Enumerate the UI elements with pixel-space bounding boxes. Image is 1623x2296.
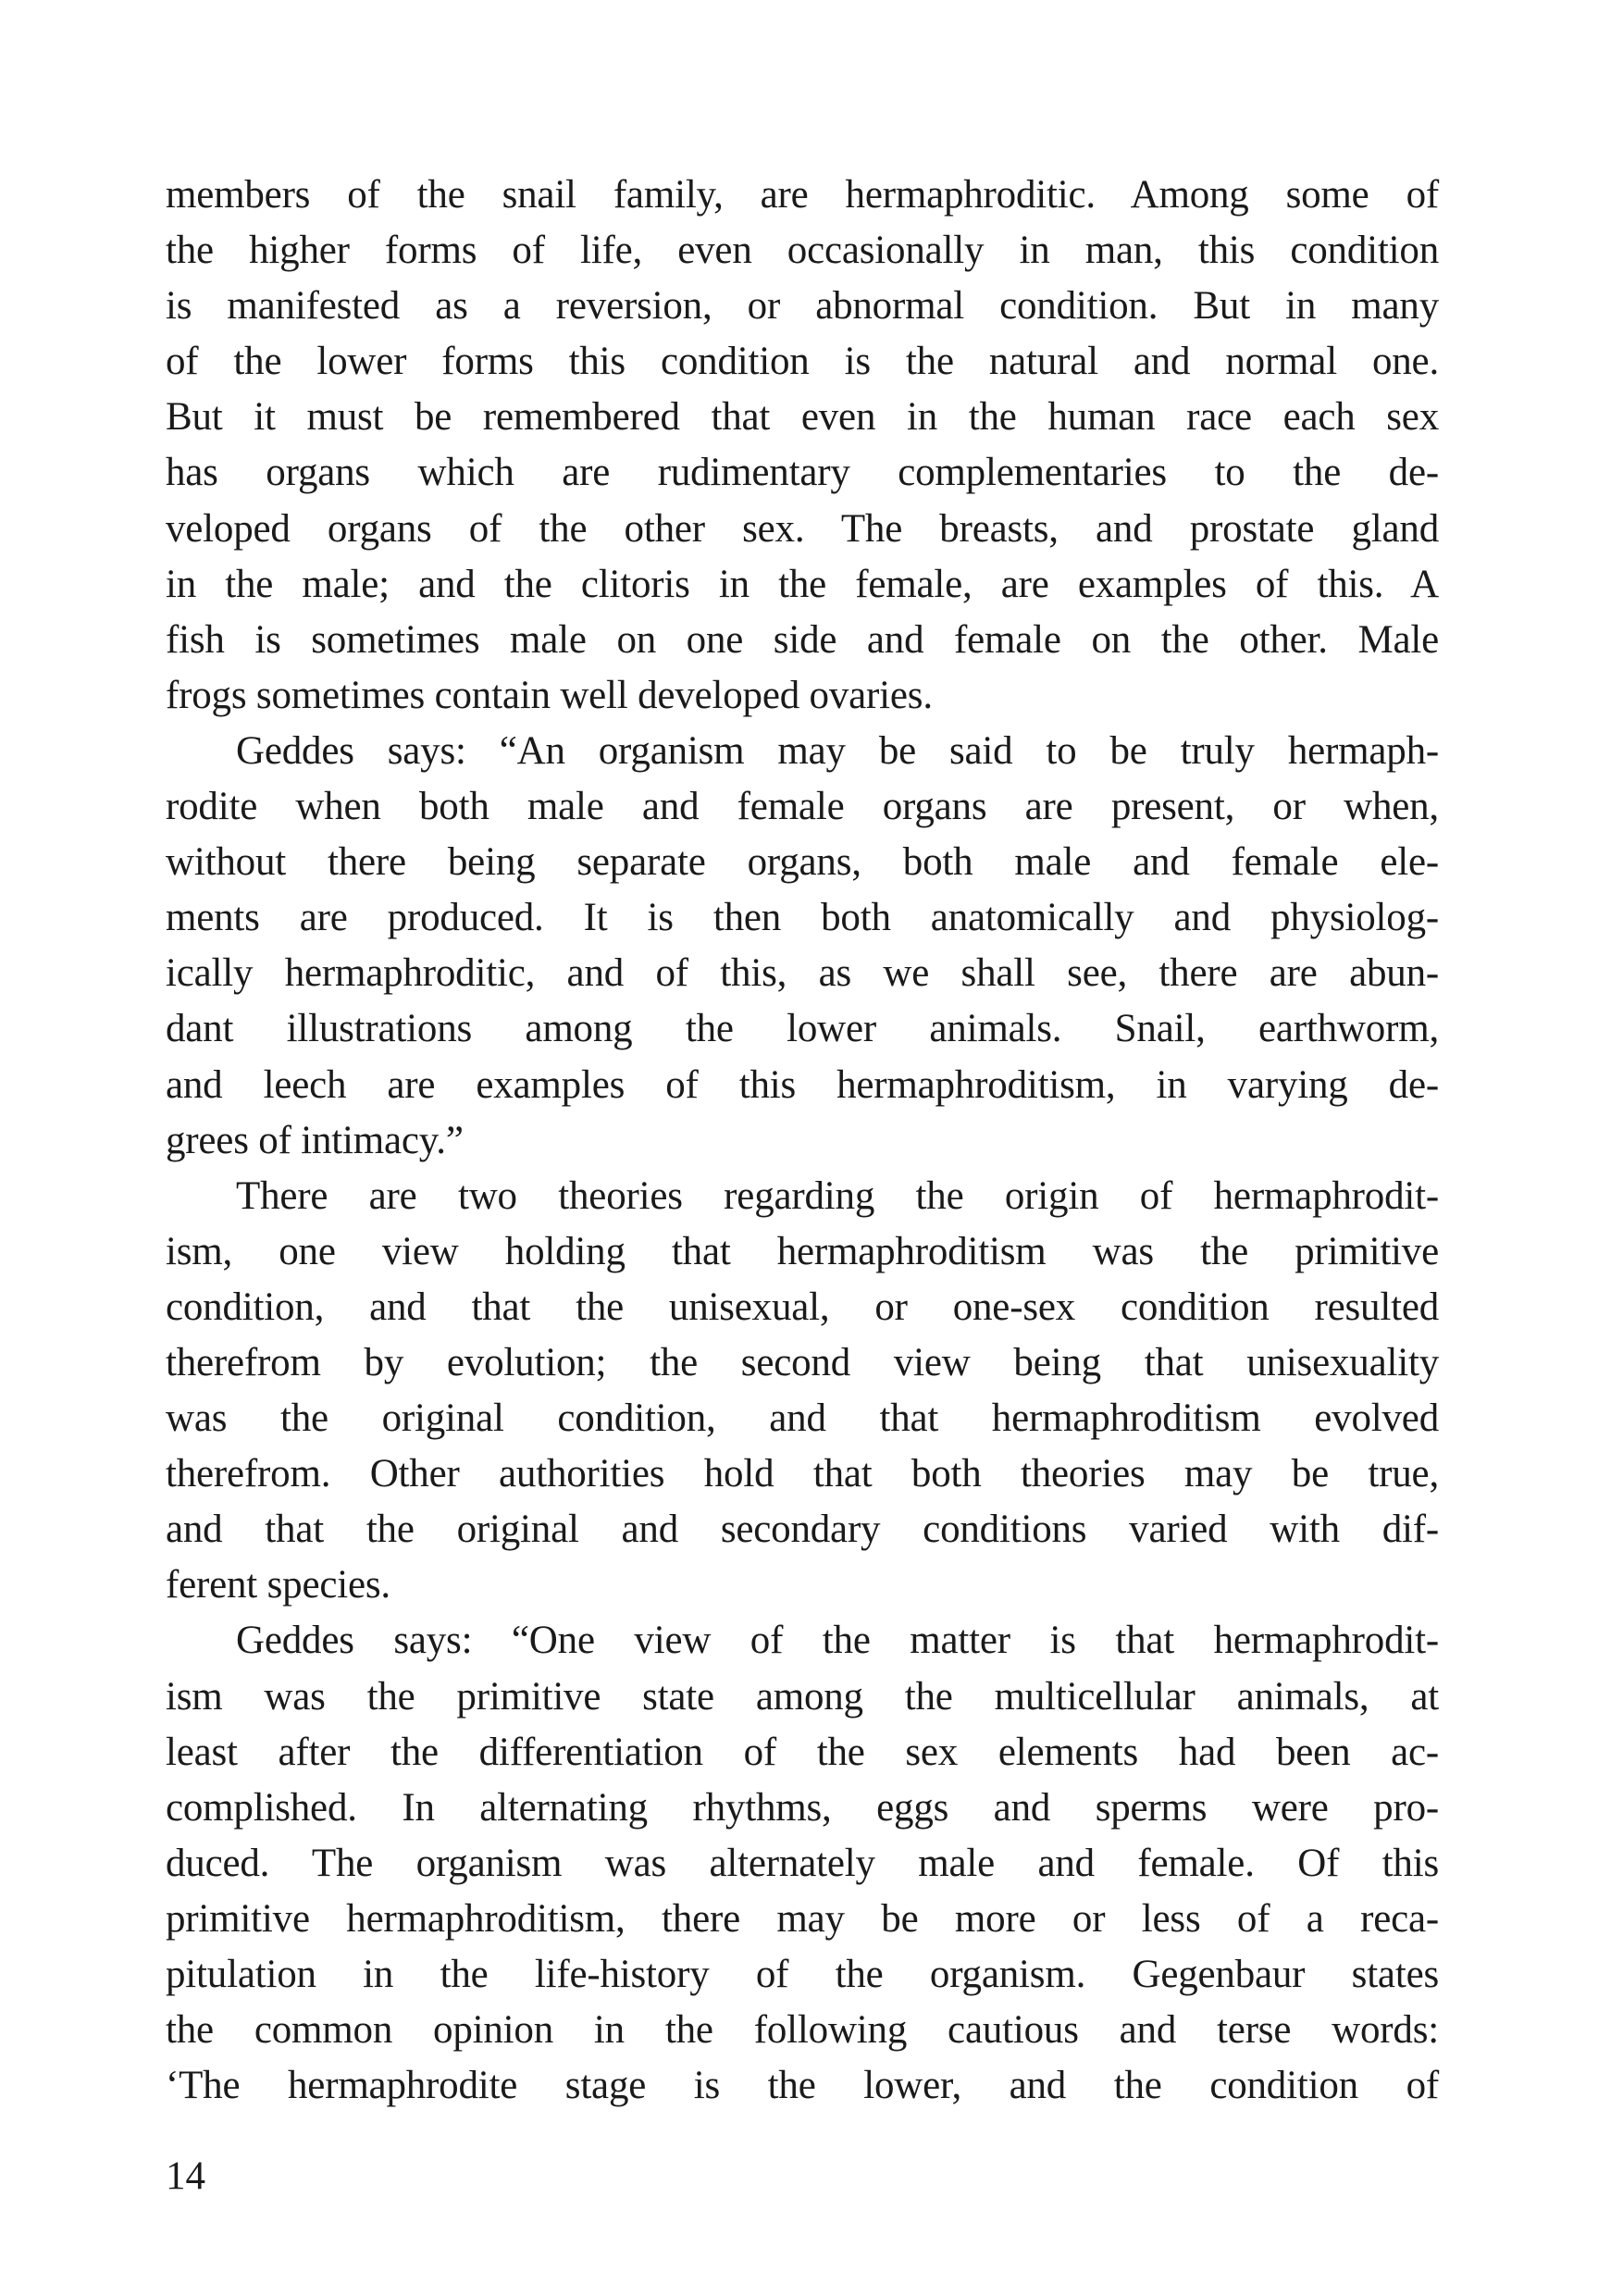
text-line: and leech are examples of this hermaphroditism, in varying de-: [166, 1062, 1439, 1107]
text-line: members of the snail family, are hermaphroditic. Among some of: [166, 173, 1439, 217]
text-line: ‘The hermaphrodite stage is the lower, and the condition of: [166, 2064, 1439, 2108]
text-line: Geddes says: “An organism may be said to be truly hermaph-: [236, 728, 1439, 773]
text-line: fish is sometimes male on one side and female on the other. Male: [166, 617, 1439, 662]
text-line: complished. In alternating rhythms, eggs and sperms were pro-: [166, 1785, 1439, 1830]
text-line: the higher forms of life, even occasionally in man, this condition: [166, 229, 1439, 273]
text-line: ferent species.: [166, 1563, 390, 1607]
paragraph: [166, 1169, 1439, 1614]
text-line: primitive hermaphroditism, there may be more or less of a reca-: [166, 1896, 1439, 1941]
text-line: was the original condition, and that hermaphroditism evolved: [166, 1396, 1439, 1441]
text-line: condition, and that the unisexual, or one-sex condition resulted: [166, 1285, 1439, 1329]
text-line: of the lower forms this condition is the natural and normal one.: [166, 340, 1439, 384]
text-line: There are two theories regarding the origin of hermaphrodit-: [236, 1173, 1439, 1218]
text-line: therefrom. Other authorities hold that both theories may be true,: [166, 1452, 1439, 1496]
text-line: least after the differentiation of the sex elements had been ac-: [166, 1730, 1439, 1774]
text-line: ism, one view holding that hermaphroditism was the primitive: [166, 1229, 1439, 1273]
text-line: dant illustrations among the lower animals. Snail, earthworm,: [166, 1007, 1439, 1051]
text-line: veloped organs of the other sex. The breasts, and prostate gland: [166, 506, 1439, 551]
page-number: 14: [166, 2154, 205, 2198]
text-line: therefrom by evolution; the second view being that unisexuality: [166, 1340, 1439, 1384]
text-line: is manifested as a reversion, or abnormal condition. But in many: [166, 284, 1439, 329]
text-line: ically hermaphroditic, and of this, as we shall see, there are abun-: [166, 951, 1439, 996]
text-line: ments are produced. It is then both anatomically and physiolog-: [166, 896, 1439, 940]
body-text: [166, 168, 1439, 2114]
text-line: the common opinion in the following cautious and terse words:: [166, 2008, 1439, 2053]
text-line: But it must be remembered that even in the human race each sex: [166, 395, 1439, 440]
text-line: rodite when both male and female organs are present, or when,: [166, 785, 1439, 829]
text-line: and that the original and secondary conditions varied with dif-: [166, 1508, 1439, 1552]
text-line: has organs which are rudimentary complementaries to the de-: [166, 451, 1439, 495]
text-line: without there being separate organs, both male and female ele-: [166, 840, 1439, 885]
paragraph: [166, 1613, 1439, 2114]
text-line: pitulation in the life-history of the organism. Gegenbaur states: [166, 1953, 1439, 1996]
text-line: Geddes says: “One view of the matter is that hermaphrodit-: [236, 1619, 1439, 1663]
text-line: duced. The organism was alternately male and female. Of this: [166, 1841, 1439, 1885]
paragraph: [166, 724, 1439, 1169]
text-line: ism was the primitive state among the multicellular animals, at: [166, 1674, 1439, 1719]
paragraph: [166, 168, 1439, 724]
text-line: grees of intimacy.”: [166, 1118, 464, 1162]
text-line: in the male; and the clitoris in the female, are examples of this. A: [166, 562, 1439, 606]
text-line: frogs sometimes contain well developed ovaries.: [166, 673, 933, 717]
